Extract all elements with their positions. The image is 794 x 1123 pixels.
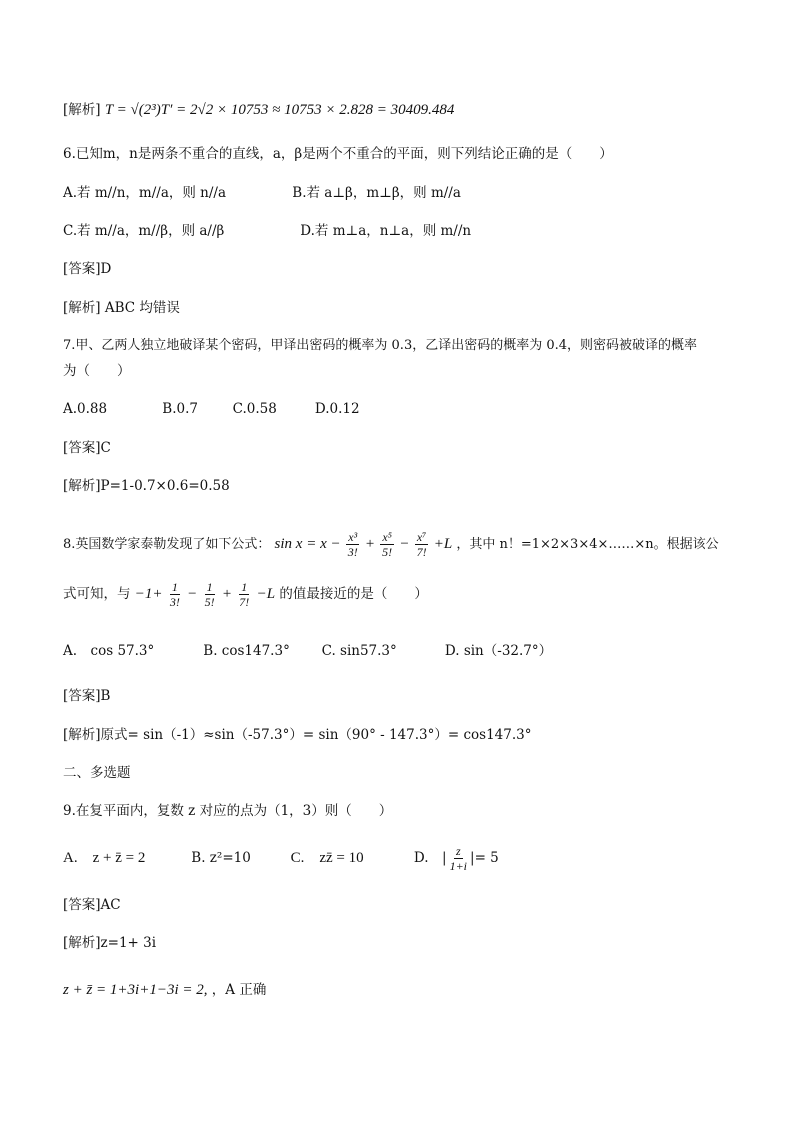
denominator: 5!: [204, 595, 215, 609]
q9-option-d-fraction: [448, 844, 469, 873]
q9-question: 9.在复平面内，复数 z 对应的点为（1，3）则（ ）: [63, 803, 393, 819]
q6-option-b: B.若 a⊥β，m⊥β，则 m//a: [292, 185, 461, 201]
q9-option-d-prefix: D. |: [413, 850, 447, 866]
q9-step1-formula: z + z̄ = 1+3i+1−3i = 2,: [63, 982, 208, 998]
q7-question-line1: 7.甲、乙两人独立地破译某个密码，甲译出密码的概率为 0.3，乙译出密码的概率为 0.4，则密码被破译的概率: [63, 338, 698, 353]
denominator: 5!: [382, 545, 393, 559]
q8-expr-term-2: [203, 580, 217, 609]
q6-options-row2: [63, 221, 471, 241]
q6-option-a: A.若 m//n，m//a，则 n//a: [63, 185, 227, 201]
q8-question-line1: [63, 524, 719, 565]
numerator: 1: [241, 580, 248, 594]
operator: −: [399, 536, 410, 552]
q7-option-b: B.0.7: [162, 401, 198, 417]
q5-analysis-formula: T = √(2³)T′ = 2√2 × 10753 ≈ 10753 × 2.828 = 30409.484: [104, 102, 455, 118]
q6-question: 6.已知m，n是两条不重合的直线，a，β是两个不重合的平面，则下列结论正确的是（ ）: [63, 146, 613, 162]
q6-option-c: C.若 m//a，m//β，则 a//β: [63, 223, 225, 239]
q8-option-c: C. sin57.3°: [321, 643, 397, 659]
denominator: 3!: [347, 545, 358, 559]
q9-step1: [63, 980, 266, 1000]
operator: −L: [256, 586, 276, 602]
numerator: 1: [171, 580, 178, 594]
denominator: 1+i: [449, 859, 468, 873]
q9-option-a: A. z + z̄ = 2: [63, 850, 146, 866]
q5-analysis-label: [解析]: [63, 102, 101, 118]
q7-option-c: C.0.58: [232, 401, 277, 417]
q6-answer: [答案]D: [63, 261, 112, 277]
q8-question-suffix: ，其中 n！=1×2×3×4×……×n。根据该公: [456, 537, 719, 552]
numerator: x⁷: [416, 530, 427, 544]
q7-option-a: A.0.88: [63, 401, 108, 417]
operator: +L: [433, 536, 453, 552]
q7-question-line2: 为（ ）: [63, 363, 131, 379]
q9-answer: [答案]AC: [63, 897, 121, 913]
denominator: 3!: [169, 595, 180, 609]
q8-question-line2: [63, 574, 428, 614]
q9-step1-conclusion: ，A 正确: [211, 982, 267, 998]
q6-option-d: D.若 m⊥a，n⊥a，则 m//n: [300, 223, 472, 239]
q9-option-d-suffix: |= 5: [470, 850, 499, 866]
numerator: x³: [348, 530, 358, 544]
q7-answer: [答案]C: [63, 440, 111, 456]
q9-options: [63, 838, 499, 878]
section2-title: 二、多选题: [63, 765, 131, 781]
q8-option-a: A. cos 57.3°: [63, 643, 155, 659]
operator: +: [364, 536, 376, 552]
q8-formula-lead: sin x = x −: [274, 536, 341, 552]
q8-expr-term-1: [168, 580, 182, 609]
q8-formula-term-1: [346, 530, 360, 559]
operator: +: [221, 586, 232, 602]
numerator: z: [455, 844, 461, 858]
numerator: x⁵: [382, 530, 392, 544]
q8-option-d: D. sin（-32.7°）: [444, 643, 553, 659]
q8-formula-term-3: [415, 530, 429, 559]
q7-options: [63, 399, 360, 419]
q8-options: [63, 641, 552, 661]
q9-option-c: C. zz̄ = 10: [290, 850, 364, 866]
q8-expr-lead: −1+: [134, 586, 163, 602]
q9-option-b: B. z²=10: [191, 850, 251, 866]
q9-analysis: [解析]z=1+ 3i: [63, 935, 157, 951]
denominator: 7!: [239, 595, 250, 609]
q8-question-prefix: 8.英国数学家泰勒发现了如下公式：: [63, 537, 271, 552]
q8-option-b: B. cos147.3°: [203, 643, 290, 659]
q8-line2-suffix: 的值最接近的是（ ）: [279, 586, 428, 602]
q8-formula-term-2: [380, 530, 394, 559]
q7-option-d: D.0.12: [314, 401, 360, 417]
q8-line2-prefix: 式可知，与: [63, 586, 131, 602]
q9-option-d: [414, 838, 499, 878]
q5-analysis: [63, 100, 454, 120]
q7-analysis: [解析]P=1-0.7×0.6=0.58: [63, 478, 230, 494]
q6-options-row1: [63, 183, 461, 203]
q8-analysis: [解析]原式= sin（-1）≈sin（-57.3°）= sin（90° - 147.3°）= cos147.3°: [63, 727, 532, 743]
denominator: 7!: [416, 545, 427, 559]
numerator: 1: [206, 580, 213, 594]
q6-analysis: [解析] ABC 均错误: [63, 300, 180, 316]
q8-answer: [答案]B: [63, 688, 111, 704]
q8-expr-term-3: [237, 580, 251, 609]
operator: −: [187, 586, 198, 602]
